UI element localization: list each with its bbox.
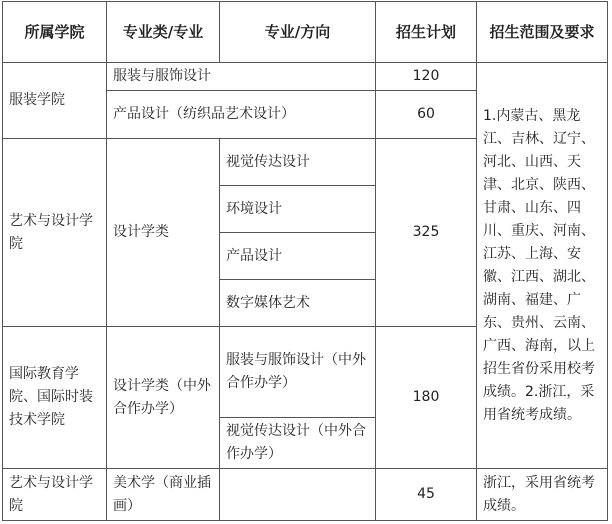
direction-cell-intl-visual: 视觉传达设计（中外合作办学） <box>220 418 376 469</box>
college-cell-art-2: 艺术与设计学院 <box>3 469 107 521</box>
table-row <box>3 63 608 91</box>
plan-cell-intl: 180 <box>376 327 477 469</box>
plan-cell-design: 325 <box>376 139 477 327</box>
college-cell-intl: 国际教育学院、国际时装技术学院 <box>3 327 107 469</box>
requirements-cell-main: 1.内蒙古、黑龙江、吉林、辽宁、河北、山西、天津、北京、陕西、甘肃、山东、四川、重庆、河南、江苏、上海、安徽、江西、湖北、湖南、福建、广东、贵州、云南、广西、海南，以上招生省份采用校考成绩。2.浙江，采用省统考成绩。 <box>477 63 608 469</box>
major-cell-fashion: 服装与服饰设计 <box>107 63 376 91</box>
major-cell-fine-arts: 美术学（商业插画） <box>107 469 220 521</box>
direction-cell-fine-arts <box>220 469 376 521</box>
header-plan: 招生计划 <box>376 2 477 63</box>
page <box>2 1 608 521</box>
table-row <box>3 469 608 521</box>
plan-cell-fine-arts: 45 <box>376 469 477 521</box>
header-direction: 专业/方向 <box>220 2 376 63</box>
header-college: 所属学院 <box>3 2 107 63</box>
table-header-row <box>3 2 608 63</box>
direction-cell-visual: 视觉传达设计 <box>220 139 376 186</box>
college-cell-art: 艺术与设计学院 <box>3 139 107 327</box>
header-category: 专业类/专业 <box>107 2 220 63</box>
header-requirements: 招生范围及要求 <box>477 2 608 63</box>
direction-cell-digital: 数字媒体艺术 <box>220 280 376 327</box>
major-cell-product: 产品设计（纺织品艺术设计） <box>107 91 376 139</box>
requirements-cell-zhejiang: 浙江，采用省统考成绩。 <box>477 469 608 521</box>
plan-cell-product: 60 <box>376 91 477 139</box>
college-cell-fashion: 服装学院 <box>3 63 107 139</box>
direction-cell-intl-fashion: 服装与服饰设计（中外合作办学） <box>220 327 376 418</box>
category-cell-design: 设计学类 <box>107 139 220 327</box>
direction-cell-product: 产品设计 <box>220 233 376 280</box>
category-cell-intl: 设计学类（中外合作办学） <box>107 327 220 469</box>
direction-cell-environment: 环境设计 <box>220 186 376 233</box>
plan-cell-fashion: 120 <box>376 63 477 91</box>
admissions-table <box>2 1 608 521</box>
